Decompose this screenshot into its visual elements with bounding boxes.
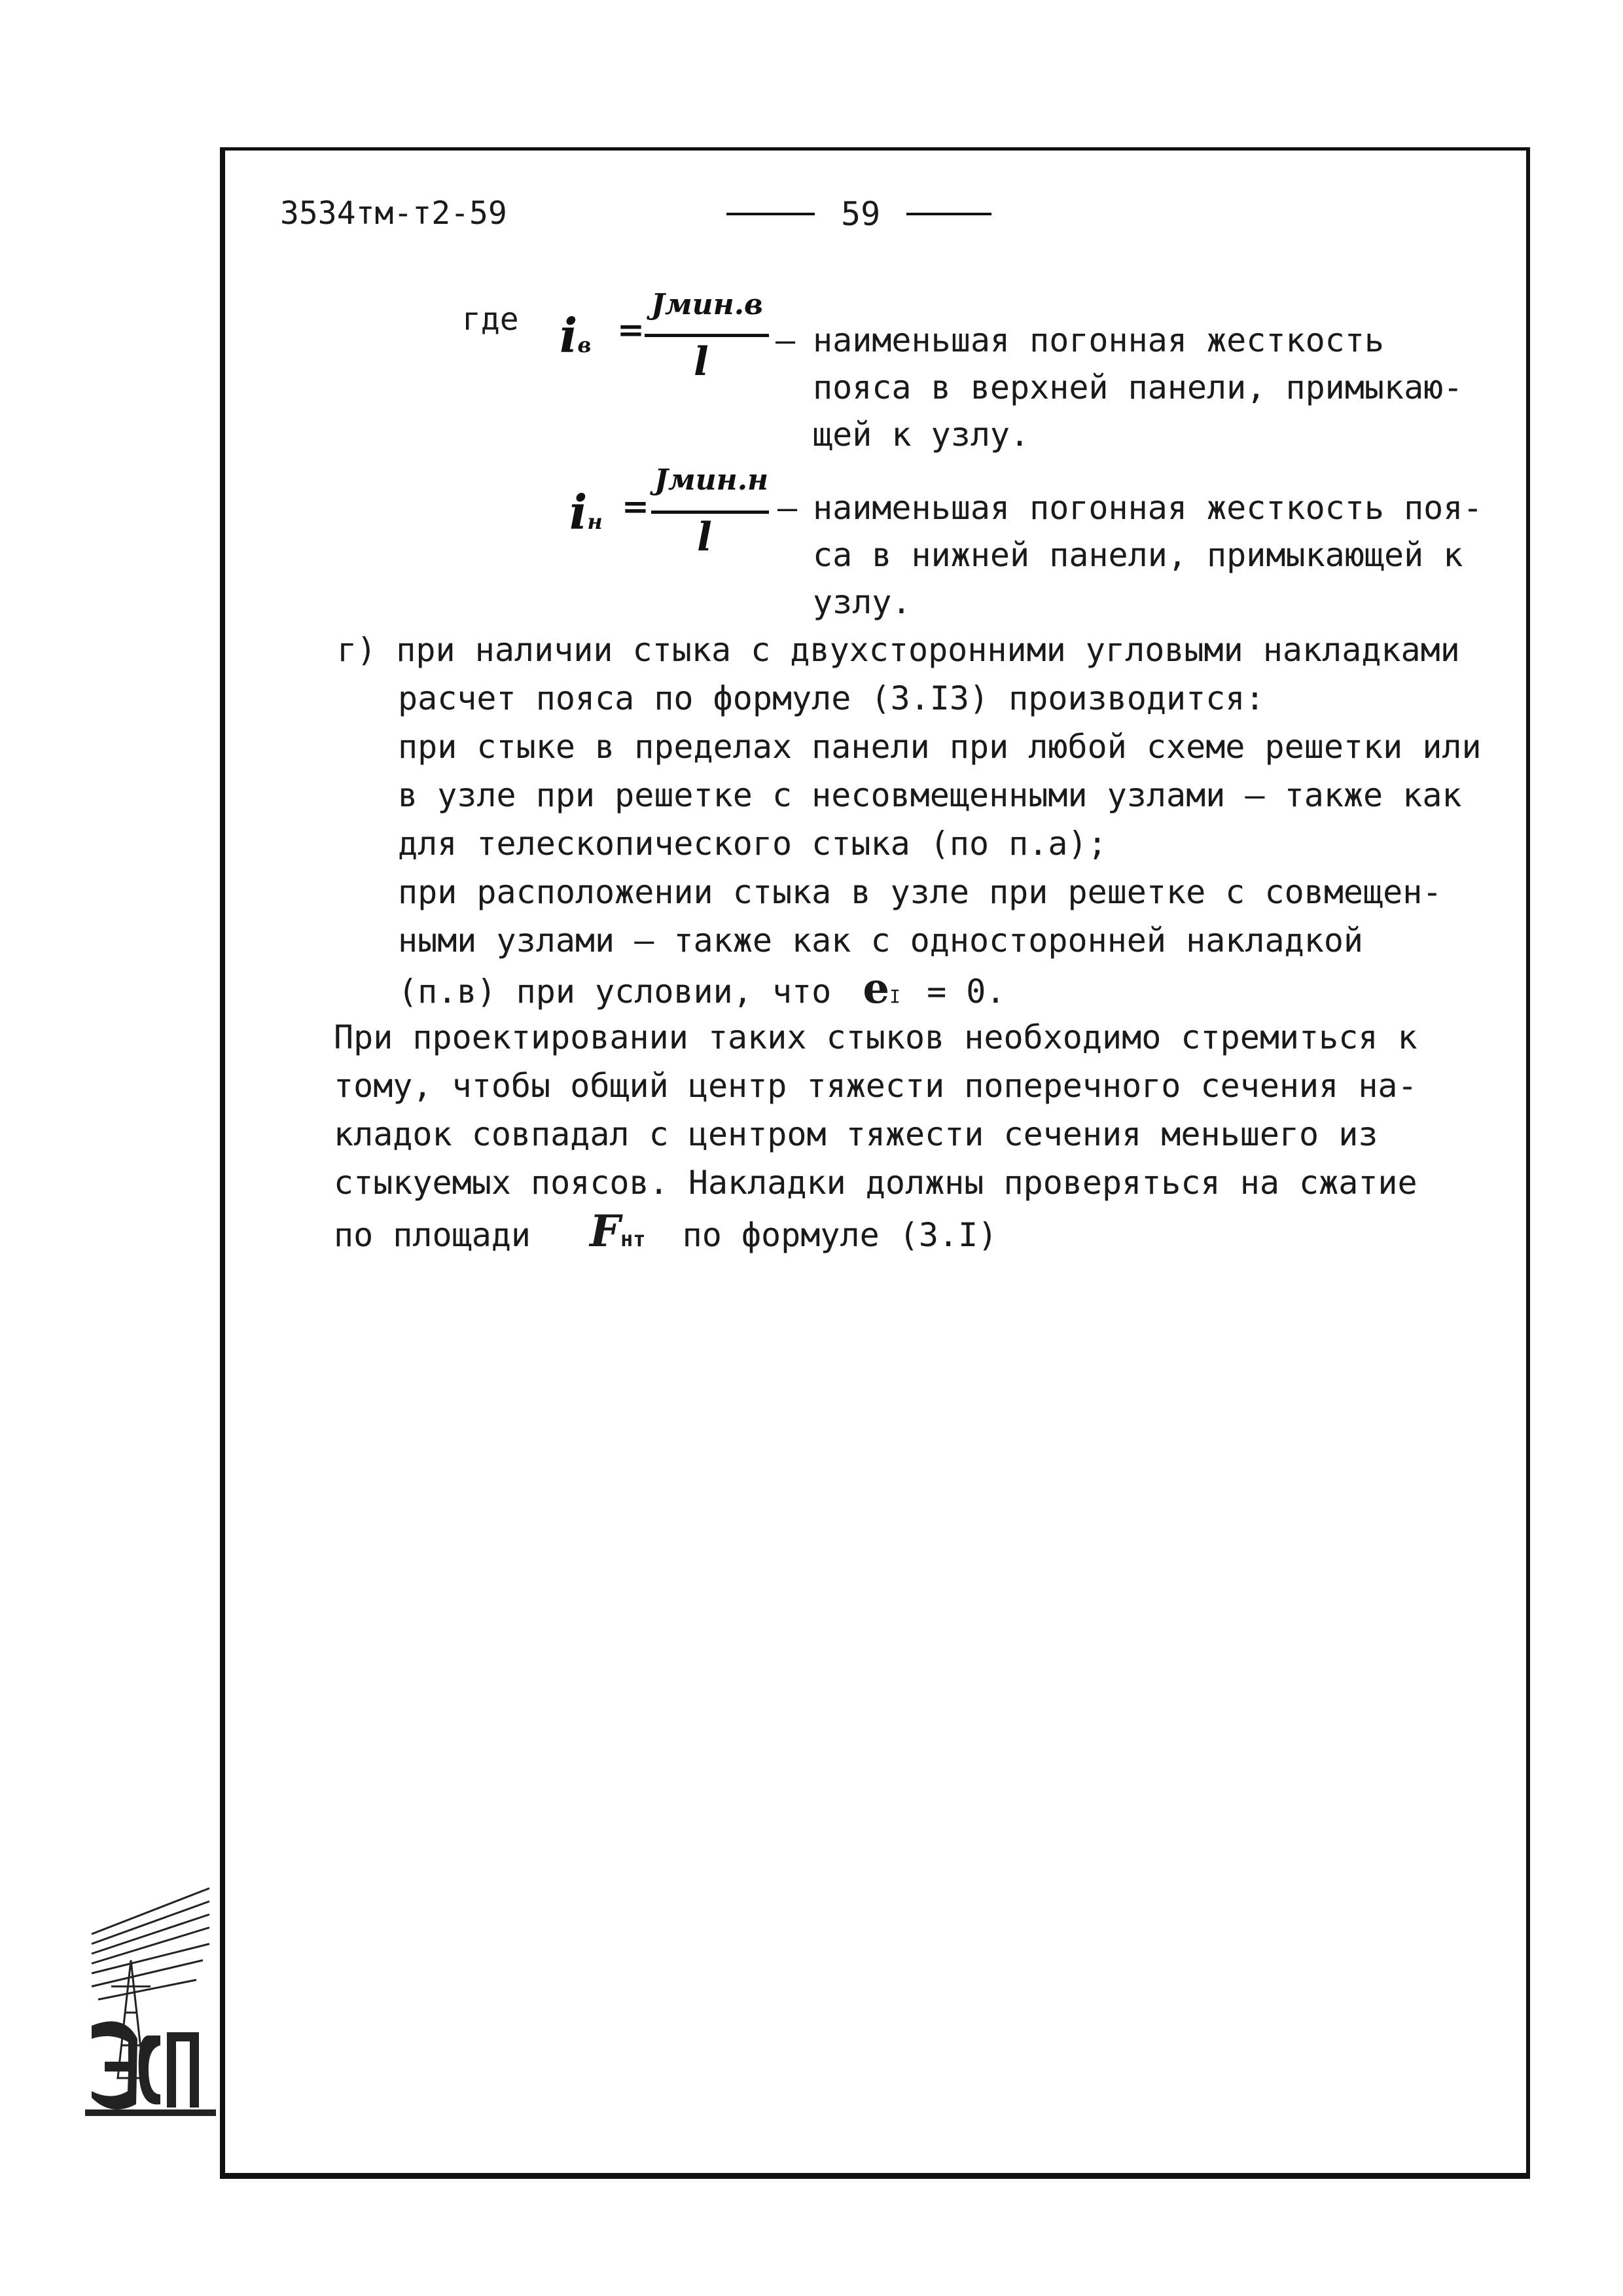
item-g-line-6: при расположении стыка в узле при решетке с совмещен- xyxy=(398,873,1442,911)
formula2-numerator: Jмин.н xyxy=(654,463,769,497)
formula2-def-line-2: са в нижней панели, примыкающей к xyxy=(813,536,1463,574)
paragraph-line-4: стыкуемых поясов. Накладки должны проверяться на сжатие xyxy=(334,1164,1418,1202)
formula-upper-stiffness xyxy=(560,281,776,406)
formula1-fraction-bar xyxy=(645,334,769,337)
where-word: где xyxy=(462,301,519,338)
eccentricity-symbol: e xyxy=(863,964,890,1013)
paragraph-line-5-tail: по формуле (3.I) xyxy=(682,1216,998,1254)
formula1-denominator: l xyxy=(694,339,709,385)
page-number-block xyxy=(726,195,991,233)
formula1-numerator: Jмин.в xyxy=(651,288,763,321)
formula1-equals: = xyxy=(617,310,645,349)
formula2-fraction-bar xyxy=(651,511,769,514)
item-g-line-5: для телескопического стыка (по п.а); xyxy=(398,825,1107,863)
paragraph-line-2: тому, чтобы общий центр тяжести поперечного сечения на- xyxy=(334,1067,1418,1105)
formula1-dash: – xyxy=(776,321,796,359)
area-subscript: нт xyxy=(620,1227,646,1251)
formula2-dash: – xyxy=(777,489,798,527)
formula-lower-stiffness xyxy=(569,458,785,583)
paragraph-line-5 xyxy=(334,1207,997,1263)
eccentricity-value: = 0. xyxy=(927,973,1006,1011)
eccentricity-subscript: I xyxy=(889,986,901,1007)
formula2-def-line-3: узлу. xyxy=(813,583,912,621)
item-g-line-3: при стыке в пределах панели при любой схеме решетки или xyxy=(398,728,1482,766)
formula2-equals: = xyxy=(622,487,649,526)
item-g-line-7: ными узлами – также как с односторонней накладкой xyxy=(398,922,1364,960)
page-number-dash-left xyxy=(726,213,815,215)
item-g-line-4: в узле при решетке с несовмещенными узлами – также как xyxy=(398,776,1462,814)
formula2-lhs: iн xyxy=(569,484,603,540)
formula1-def-line-3: щей к узлу. xyxy=(813,416,1030,454)
page-number-dash-right xyxy=(906,213,991,215)
paragraph-line-5-text: по площади xyxy=(334,1216,531,1254)
document-code: 3534тм-т2-59 xyxy=(280,195,507,232)
esp-logo xyxy=(85,1882,216,2117)
formula1-def-line-1: наименьшая погонная жесткость xyxy=(813,321,1384,359)
paragraph-line-3: кладок совпадал с центром тяжести сечения меньшего из xyxy=(334,1115,1378,1153)
item-g-line-8-text: (п.в) при условии, что xyxy=(398,973,832,1011)
page-number: 59 xyxy=(841,195,881,233)
esp-logo-graphic xyxy=(85,1882,216,2117)
paragraph-line-1: При проектировании таких стыков необходимо стремиться к xyxy=(334,1018,1418,1056)
item-g-line-1: г) при наличии стыка с двухсторонними угловыми накладками xyxy=(337,631,1460,669)
area-symbol: F xyxy=(590,1206,620,1257)
formula1-def-line-2: пояса в верхней панели, примыкаю- xyxy=(813,368,1463,406)
formula2-denominator: l xyxy=(697,514,712,560)
formula2-def-line-1: наименьшая погонная жесткость поя- xyxy=(813,489,1483,527)
formula1-lhs: iв xyxy=(560,308,592,363)
item-g-line-2: расчет пояса по формуле (3.I3) производится: xyxy=(398,679,1265,717)
